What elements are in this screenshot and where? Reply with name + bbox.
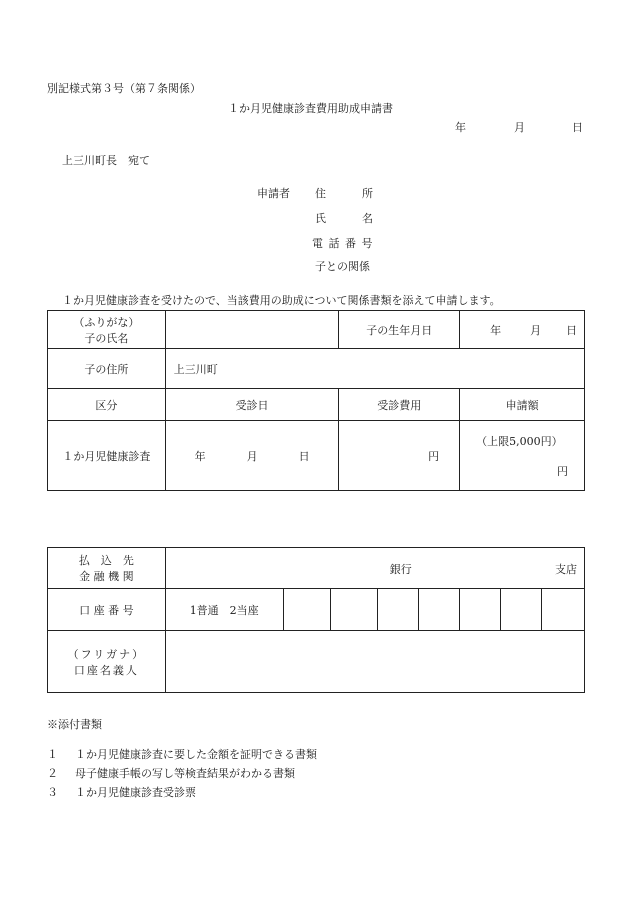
attachment-num: ２ [47, 767, 58, 780]
statement-text: １か月児健康診査を受けたので、当該費用の助成について関係書類を添えて申請します。 [62, 294, 501, 307]
holder-furigana: （フリガナ） [67, 647, 146, 661]
account-digit-3[interactable] [378, 589, 419, 631]
amount-limit: （上限5,000円） [476, 435, 563, 448]
relation-label: 子との関係 [315, 260, 370, 273]
name-label-1: 氏 [315, 212, 326, 225]
date-year-label: 年 [455, 121, 466, 134]
birth-month: 月 [530, 323, 542, 337]
col-fee: 受診費用 [339, 389, 460, 421]
col-amount: 申請額 [460, 389, 585, 421]
phone-label: 電 話 番 号 [312, 237, 374, 250]
name-label-2: 名 [362, 212, 373, 225]
address-label-1: 住 [315, 187, 326, 200]
attachments-heading: ※添付書類 [47, 718, 102, 731]
attachment-text: 母子健康手帳の写し等検査結果がわかる書類 [75, 767, 295, 780]
visit-year: 年 [194, 449, 206, 463]
fee-unit: 円 [428, 449, 440, 463]
bank-table [47, 547, 585, 693]
amount-field[interactable] [460, 421, 585, 491]
birth-year: 年 [490, 323, 502, 337]
account-digit-1[interactable] [283, 589, 331, 631]
address-label-2: 所 [362, 187, 373, 200]
child-name-field[interactable] [165, 311, 339, 349]
bank-suffix: 銀行 [389, 563, 412, 576]
col-visit-date: 受診日 [165, 389, 339, 421]
visit-date-field[interactable] [165, 421, 339, 491]
child-name-label [48, 311, 166, 349]
birth-field[interactable] [460, 311, 585, 349]
birth-day: 日 [566, 323, 578, 337]
form-reference: 別記様式第３号（第７条関係） [47, 82, 201, 95]
visit-month: 月 [246, 449, 258, 463]
page-title: １か月児健康診査費用助成申請書 [228, 102, 393, 115]
attachment-text: １か月児健康診査受診票 [75, 786, 196, 799]
visit-day: 日 [298, 449, 310, 463]
account-type-field[interactable]: 1普通 2当座 [165, 589, 283, 631]
account-digit-5[interactable] [460, 589, 501, 631]
bank-label [48, 548, 166, 589]
amount-unit: 円 [557, 465, 568, 478]
account-digit-6[interactable] [501, 589, 542, 631]
account-digit-2[interactable] [331, 589, 378, 631]
holder-name-text: 口座名義人 [73, 663, 139, 677]
bank-label-line1: 払 込 先 [78, 554, 134, 567]
fee-field[interactable] [339, 421, 460, 491]
attachment-item [47, 765, 295, 781]
account-number-label: 口 座 番 号 [48, 589, 166, 631]
account-holder-label [48, 631, 166, 693]
attachment-num: １ [47, 748, 58, 761]
bank-label-line2: 金 融 機 関 [79, 570, 134, 583]
date-day-label: 日 [572, 121, 583, 134]
account-digit-7[interactable] [542, 589, 585, 631]
account-holder-field[interactable] [165, 631, 584, 693]
child-address-label: 子の住所 [48, 349, 166, 389]
child-address-field[interactable]: 上三川町 [165, 349, 584, 389]
branch-suffix: 支店 [555, 563, 577, 576]
attachment-num: ３ [47, 786, 58, 799]
row-checkup-label: １か月児健康診査 [48, 421, 166, 491]
birth-label: 子の生年月日 [339, 311, 460, 349]
attachment-text: １か月児健康診査に要した金額を証明できる書類 [75, 748, 317, 761]
date-month-label: 月 [514, 121, 525, 134]
child-name-text: 子の氏名 [84, 331, 129, 345]
attachment-item [47, 784, 196, 800]
subsidy-table [47, 310, 585, 491]
col-category: 区分 [48, 389, 166, 421]
account-digit-4[interactable] [419, 589, 460, 631]
applicant-label: 申請者 [257, 187, 290, 200]
attachment-item [47, 746, 317, 762]
addressee: 上三川町長 宛て [62, 154, 150, 167]
bank-field[interactable] [165, 548, 584, 589]
furigana-label: （ふりがな） [73, 315, 140, 329]
